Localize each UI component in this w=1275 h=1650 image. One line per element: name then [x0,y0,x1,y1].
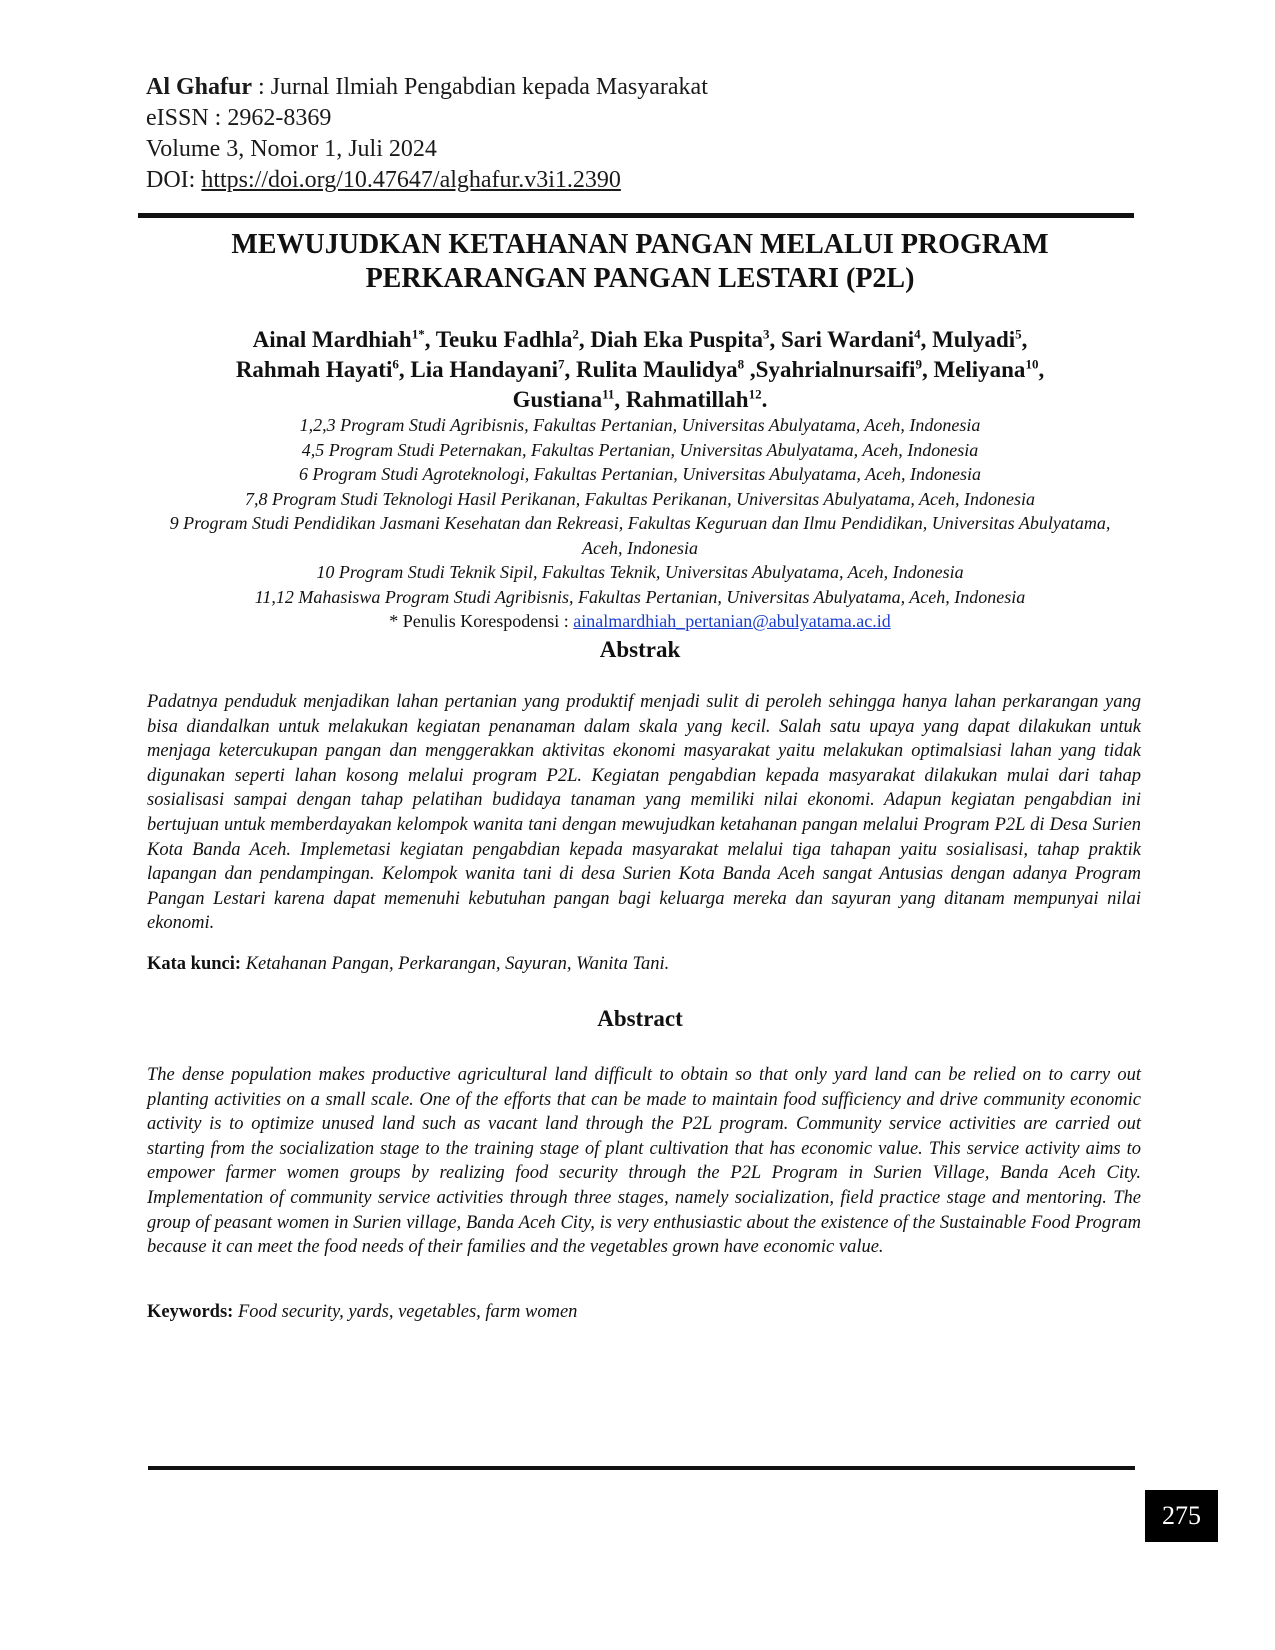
correspondence-email-link[interactable]: ainalmardhiah_pertanian@abulyatama.ac.id [573,611,891,631]
affiliation-2: 4,5 Program Studi Peternakan, Fakultas Pertanian, Universitas Abulyatama, Aceh, Indonesia [301,439,979,460]
author-separator: , [578,327,591,352]
abstrak-body [147,690,1141,936]
author-separator: , [398,357,411,382]
author-separator: . [761,387,768,412]
volume-info: Volume 3, Nomor 1, Juli 2024 [146,136,437,162]
author-rahmah [236,357,411,382]
author-separator: , [1021,327,1028,352]
author-sup: 5 [1015,326,1022,342]
author-meliyana [933,357,1044,382]
author-sup: 7 [558,356,565,372]
author-sup: 1* [411,326,425,342]
keywords-label: Keywords: [147,1302,234,1322]
author-name: Rulita Maulidya [576,357,738,382]
title-line-1: MEWUJUDKAN KETAHANAN PANGAN MELALUI PROGRAM [231,229,1049,260]
affiliations [150,413,1130,634]
affiliation-4: 7,8 Program Studi Teknologi Hasil Perikanan, Fakultas Perikanan, Universitas Abulyatama, Aceh, Indonesia [245,488,1035,509]
author-name: Lia Handayani [410,357,558,382]
author-teuku [436,327,591,352]
author-name: Teuku Fadhla [435,327,573,352]
author-separator: , [564,357,576,382]
author-name: Mulyadi [932,327,1016,352]
correspondence [150,609,1130,634]
keywords-text: Food security, yards, vegetables, farm women [233,1302,578,1322]
author-name: Syahrialnursaifi [755,357,916,382]
abstrak-heading: Abstrak [599,637,681,662]
abstrak-paragraph: Padatnya penduduk menjadikan lahan pertanian yang produktif menjadi sulit di peroleh sehingga hanya lahan perkarangan yang bisa diandalkan untuk melakukan kegiatan penanaman dalam skala yang kecil. Salah satu upaya yang dapat dilakukan untuk menjaga ketercukupan pangan dan menggerakkan aktivitas ekonomi masyarakat yaitu melakukan optimalsiasi lahan yang tidak digunakan seperti lahan kosong melalui program P2L. Kegiatan pengabdian kepada masyarakat dilakukan mulai dari tahap sosialisasi sampai dengan tahap pelatihan budidaya tanaman yang memiliki nilai ekonomi. Adapun kegiatan pengabdian ini bertujuan untuk memberdayakan kelompok wanita tani dengan mewujudkan ketahanan pangan melalui Program P2L di Desa Surien Kota Banda Aceh. Implemetasi kegiatan pengabdian kepada masyarakat melalui tiga tahapan yaitu sosialisasi, tahap praktik lapangan dan pendampingan. Kelompok wanita tani di desa Surien Kota Banda Aceh sangat Antusias dengan adanya Program Pangan Lestari karena dapat memenuhi kebutuhan pangan bagi keluarga mereka dan sayuran yang ditanam mempunyai nilai ekonomi. [147,692,1141,934]
affiliation-7: 11,12 Mahasiswa Program Studi Agribisnis, Fakultas Pertanian, Universitas Abulyatama, Aceh, Indonesia [254,586,1026,607]
journal-header [146,72,1046,196]
author-sup: 3 [762,326,770,342]
doi-label: DOI: [146,167,202,193]
author-sup: 2 [572,326,579,342]
author-sup: 6 [392,356,399,372]
author-sup: 12 [748,386,762,402]
affiliation-5: 9 Program Studi Pendidikan Jasmani Kesehatan dan Rekreasi, Fakultas Keguruan dan Ilmu Pendidikan, Universitas Abulyatama, Aceh, Indonesia [169,513,1111,558]
author-sup: 9 [915,356,922,372]
author-name: Rahmatillah [625,387,749,412]
author-sari [781,327,932,352]
abstract-heading: Abstract [597,1006,683,1031]
author-sup: 8 [737,356,745,372]
author-gustiana [513,387,626,412]
author-lia [410,357,576,382]
page-number: 275 [1145,1490,1218,1542]
author-diah [590,327,781,352]
author-name: Ainal Mardhiah [252,327,412,352]
correspondence-label: * Penulis Korespodensi : [389,611,574,631]
journal-name-line [146,72,1046,103]
author-separator: , [424,327,436,352]
author-separator: , [1038,357,1045,382]
bottom-divider [148,1466,1135,1470]
author-rulita [576,357,756,382]
affiliation-3: 6 Program Studi Agroteknologi, Fakultas Pertanian, Universitas Abulyatama, Aceh, Indonesia [298,464,982,484]
author-name: Gustiana [512,387,603,412]
journal-name: Al Ghafur [146,74,253,100]
abstract-keywords [147,1302,1141,1323]
author-separator: , [744,357,756,382]
top-divider [138,213,1134,218]
author-sup: 4 [914,326,921,342]
affiliation-6: 10 Program Studi Teknik Sipil, Fakultas Teknik, Universitas Abulyatama, Aceh, Indonesia [316,562,964,582]
doi-line [146,165,1046,196]
title-line-2: PERKARANGAN PANGAN LESTARI (P2L) [365,263,915,294]
author-separator: , [920,327,933,352]
journal-subtitle: : Jurnal Ilmiah Pengabdian kepada Masyarakat [252,74,708,100]
author-rahmatillah [626,387,767,412]
keywords-label: Kata kunci: [147,954,242,974]
author-syahrial [756,357,934,382]
author-name: Rahmah Hayati [235,357,393,382]
author-separator: , [614,387,626,412]
author-ainal [253,327,436,352]
keywords-text: Ketahanan Pangan, Perkarangan, Sayuran, Wanita Tani. [241,954,670,974]
author-mulyadi [932,327,1027,352]
eissn: eISSN : 2962-8369 [146,105,332,131]
affiliation-1: 1,2,3 Program Studi Agribisnis, Fakultas Pertanian, Universitas Abulyatama, Aceh, Indonesia [299,415,981,435]
paper-title [140,228,1140,296]
doi-link[interactable]: https://doi.org/10.47647/alghafur.v3i1.2390 [201,167,621,193]
author-sup: 11 [602,386,615,402]
author-name: Sari Wardani [780,327,915,352]
author-list [140,325,1140,415]
author-name: Meliyana [933,357,1026,382]
abstract-body [147,1063,1141,1260]
abstrak-keywords [147,954,1141,975]
author-sup: 10 [1025,356,1039,372]
author-name: Diah Eka Puspita [590,327,763,352]
author-separator: , [769,327,781,352]
author-separator: , [921,357,934,382]
abstract-paragraph: The dense population makes productive agricultural land difficult to obtain so that only yard land can be relied on to carry out planting activities on a small scale. One of the efforts that can be made to maintain food sufficiency and drive community economic activity is to optimize unused land such as vacant land through the P2L program. Community service activities are carried out starting from the socialization stage to the training stage of plant cultivation that has economic value. This service activity aims to empower farmer women groups by realizing food security through the P2L Program in Surien Village, Banda Aceh City. Implementation of community service activities through three stages, namely socialization, field practice stage and mentoring. The group of peasant women in Surien village, Banda Aceh City, is very enthusiastic about the existence of the Sustainable Food Program because it can meet the food needs of their families and the vegetables grown have economic value. [147,1065,1141,1258]
